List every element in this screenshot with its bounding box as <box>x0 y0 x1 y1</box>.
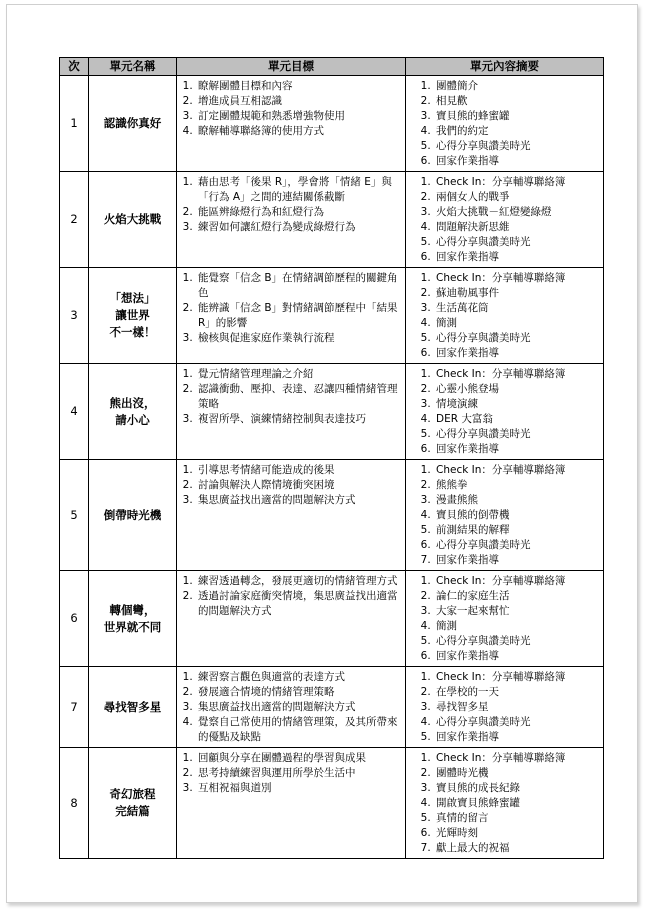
content-item: 5. 真情的留言 <box>434 811 599 826</box>
goal-item: 2. 透過討論家庭衝突情境，集思廣益找出適當的問題解決方式 <box>196 589 401 619</box>
content-item: 2. 心靈小熊登場 <box>434 382 599 397</box>
header-session: 次 <box>60 58 89 76</box>
content-item: 1. Check In：分享輔導聯絡簿 <box>434 367 599 382</box>
content-item: 5. 心得分享與讚美時光 <box>434 427 599 442</box>
goal-item: 3. 互相祝福與道別 <box>196 781 401 796</box>
unit-name-line: 奇幻旅程 <box>109 787 156 801</box>
goals-list <box>178 365 404 428</box>
session-number: 6 <box>60 571 89 667</box>
content-item: 1. Check In：分享輔導聯絡簿 <box>434 574 599 589</box>
unit-name <box>89 667 177 748</box>
content-item: 3. 大家一起來幫忙 <box>434 604 599 619</box>
unit-name-line: 世界就不同 <box>103 619 162 634</box>
unit-name-line: 倒帶時光機 <box>103 507 162 522</box>
unit-goals <box>177 460 406 571</box>
goal-item: 3. 檢核與促進家庭作業執行流程 <box>196 331 401 346</box>
unit-goals <box>177 364 406 460</box>
unit-name-line: 「想法」 <box>109 291 156 305</box>
unit-goals <box>177 172 406 268</box>
unit-goals <box>177 667 406 748</box>
content-item: 2. 團體時光機 <box>434 766 599 781</box>
content-item: 5. 心得分享與讚美時光 <box>434 139 599 154</box>
content-item: 1. Check In：分享輔導聯絡簿 <box>434 463 599 478</box>
content-item: 2. 熊熊拳 <box>434 478 599 493</box>
table-row <box>60 667 604 748</box>
table-row <box>60 571 604 667</box>
content-item: 4. 開啟寶貝熊蜂蜜罐 <box>434 796 599 811</box>
unit-name-line: 不一樣！ <box>109 325 156 339</box>
goal-item: 3. 集思廣益找出適當的問題解決方式 <box>196 493 401 508</box>
goal-item: 2. 能區辨綠燈行為和紅燈行為 <box>196 205 401 220</box>
session-number: 7 <box>60 667 89 748</box>
unit-name-line: 請小心 <box>115 412 150 427</box>
table-row <box>60 364 604 460</box>
session-number: 2 <box>60 172 89 268</box>
unit-content <box>406 748 604 859</box>
content-item: 3. 漫畫熊熊 <box>434 493 599 508</box>
unit-content <box>406 667 604 748</box>
unit-goals <box>177 76 406 172</box>
goal-item: 1. 練習察言觀色與適當的表達方式 <box>196 670 401 685</box>
header-unit-goals: 單元目標 <box>177 58 406 76</box>
session-number: 4 <box>60 364 89 460</box>
unit-name-line: 轉個彎， <box>109 602 156 617</box>
table-row <box>60 748 604 859</box>
content-item: 3. 寶貝熊的蜂蜜罐 <box>434 109 599 124</box>
unit-name <box>89 268 177 364</box>
goal-item: 1. 覺元情緒管理理論之介紹 <box>196 367 401 382</box>
content-list <box>407 749 602 857</box>
unit-name <box>89 571 177 667</box>
unit-goals <box>177 748 406 859</box>
goal-item: 1. 回顧與分享在團體過程的學習與成果 <box>196 751 401 766</box>
content-list <box>407 461 602 569</box>
goals-list <box>178 77 404 140</box>
goals-list <box>178 269 404 347</box>
goal-item: 2. 認識衝動、壓抑、表達、忍讓四種情緒管理策略 <box>196 382 401 412</box>
goals-list <box>178 749 404 797</box>
session-number: 5 <box>60 460 89 571</box>
content-item: 4. 簡測 <box>434 316 599 331</box>
unit-content <box>406 364 604 460</box>
goal-item: 2. 思考持續練習與運用所學於生活中 <box>196 766 401 781</box>
goal-item: 2. 能辨識「信念 B」對情緒調節歷程中「結果 R」的影響 <box>196 301 401 331</box>
content-item: 3. 寶貝熊的成長紀錄 <box>434 781 599 796</box>
content-list <box>407 269 602 362</box>
table-body <box>60 76 604 859</box>
content-item: 3. 尋找智多星 <box>434 700 599 715</box>
content-item: 6. 光輝時刻 <box>434 826 599 841</box>
goals-list <box>178 572 404 620</box>
goal-item: 1. 練習透過轉念，發展更適切的情緒管理方式 <box>196 574 401 589</box>
goals-list <box>178 668 404 746</box>
goal-item: 1. 能覺察「信念 B」在情緒調節歷程的關鍵角色 <box>196 271 401 301</box>
content-item: 3. 生活萬花筒 <box>434 301 599 316</box>
unit-content <box>406 172 604 268</box>
goal-item: 4. 覺察自己常使用的情緒管理策，及其所帶來的優點及缺點 <box>196 715 401 745</box>
unit-plan-table <box>59 57 604 859</box>
content-item: 1. Check In：分享輔導聯絡簿 <box>434 670 599 685</box>
goal-item: 1. 瞭解團體目標和內容 <box>196 79 401 94</box>
goal-item: 2. 討論與解決人際情境衝突困境 <box>196 478 401 493</box>
unit-content <box>406 268 604 364</box>
content-item: 6. 回家作業指導 <box>434 346 599 361</box>
unit-name <box>89 172 177 268</box>
unit-name <box>89 460 177 571</box>
content-item: 5. 心得分享與讚美時光 <box>434 634 599 649</box>
session-number: 1 <box>60 76 89 172</box>
content-list <box>407 365 602 458</box>
content-item: 4. 心得分享與讚美時光 <box>434 715 599 730</box>
table-row <box>60 76 604 172</box>
content-item: 2. 在學校的一天 <box>434 685 599 700</box>
content-item: 5. 回家作業指導 <box>434 730 599 745</box>
unit-name-line: 尋找智多星 <box>103 699 162 714</box>
document-page <box>6 4 638 903</box>
content-list <box>407 668 602 746</box>
table-row <box>60 172 604 268</box>
unit-content <box>406 571 604 667</box>
content-item: 2. 論仁的家庭生活 <box>434 589 599 604</box>
session-number: 8 <box>60 748 89 859</box>
unit-goals <box>177 268 406 364</box>
unit-name-line: 讓世界 <box>115 308 150 322</box>
table-row <box>60 460 604 571</box>
header-unit-name: 單元名稱 <box>89 58 177 76</box>
content-item: 5. 前測結果的解釋 <box>434 523 599 538</box>
content-item: 6. 回家作業指導 <box>434 250 599 265</box>
content-item: 1. Check In：分享輔導聯絡簿 <box>434 271 599 286</box>
content-item: 2. 相見歡 <box>434 94 599 109</box>
content-item: 4. 我們的約定 <box>434 124 599 139</box>
content-item: 4. 問題解決新思維 <box>434 220 599 235</box>
content-item: 1. Check In：分享輔導聯絡簿 <box>434 751 599 766</box>
goal-item: 1. 引導思考情緒可能造成的後果 <box>196 463 401 478</box>
table-row <box>60 268 604 364</box>
content-item: 4. 寶貝熊的倒帶機 <box>434 508 599 523</box>
content-item: 2. 蘇迪勒風事件 <box>434 286 599 301</box>
content-item: 4. 簡測 <box>434 619 599 634</box>
unit-goals <box>177 571 406 667</box>
goals-list <box>178 461 404 509</box>
goal-item: 3. 集思廣益找出適當的問題解決方式 <box>196 700 401 715</box>
content-item: 7. 獻上最大的祝福 <box>434 841 599 856</box>
content-item: 6. 回家作業指導 <box>434 154 599 169</box>
unit-name-line: 火焰大挑戰 <box>103 212 162 226</box>
goal-item: 2. 增進成員互相認識 <box>196 94 401 109</box>
goal-item: 4. 瞭解輔導聯絡簿的使用方式 <box>196 124 401 139</box>
content-item: 3. 情境演練 <box>434 397 599 412</box>
content-item: 6. 回家作業指導 <box>434 649 599 664</box>
content-item: 7. 回家作業指導 <box>434 553 599 568</box>
session-number: 3 <box>60 268 89 364</box>
content-list <box>407 173 602 266</box>
goal-item: 3. 複習所學、演練情緒控制與表達技巧 <box>196 412 401 427</box>
content-item: 4. DER 大富翁 <box>434 412 599 427</box>
unit-content <box>406 460 604 571</box>
goal-item: 1. 藉由思考「後果 R」，學會將「情緒 E」與「行為 A」之間的連結關係截斷 <box>196 175 401 205</box>
unit-name <box>89 364 177 460</box>
unit-name-line: 完結篇 <box>115 804 150 818</box>
content-item: 6. 回家作業指導 <box>434 442 599 457</box>
content-item: 3. 火焰大挑戰－紅燈變綠燈 <box>434 205 599 220</box>
goals-list <box>178 173 404 236</box>
content-item: 2. 兩個女人的戰爭 <box>434 190 599 205</box>
table-header-row <box>60 58 604 76</box>
content-item: 5. 心得分享與讚美時光 <box>434 331 599 346</box>
content-list <box>407 77 602 170</box>
unit-name-line: 認識你真好 <box>103 116 162 130</box>
goal-item: 2. 發展適合情境的情緒管理策略 <box>196 685 401 700</box>
unit-name <box>89 748 177 859</box>
content-item: 1. Check In：分享輔導聯絡簿 <box>434 175 599 190</box>
content-item: 1. 團體簡介 <box>434 79 599 94</box>
header-unit-content: 單元內容摘要 <box>406 58 604 76</box>
goal-item: 3. 訂定團體規範和熟悉增強物使用 <box>196 109 401 124</box>
content-item: 6. 心得分享與讚美時光 <box>434 538 599 553</box>
unit-name-line: 熊出沒， <box>109 395 156 410</box>
content-item: 5. 心得分享與讚美時光 <box>434 235 599 250</box>
goal-item: 3. 練習如何讓紅燈行為變成綠燈行為 <box>196 220 401 235</box>
unit-name <box>89 76 177 172</box>
content-list <box>407 572 602 665</box>
unit-content <box>406 76 604 172</box>
